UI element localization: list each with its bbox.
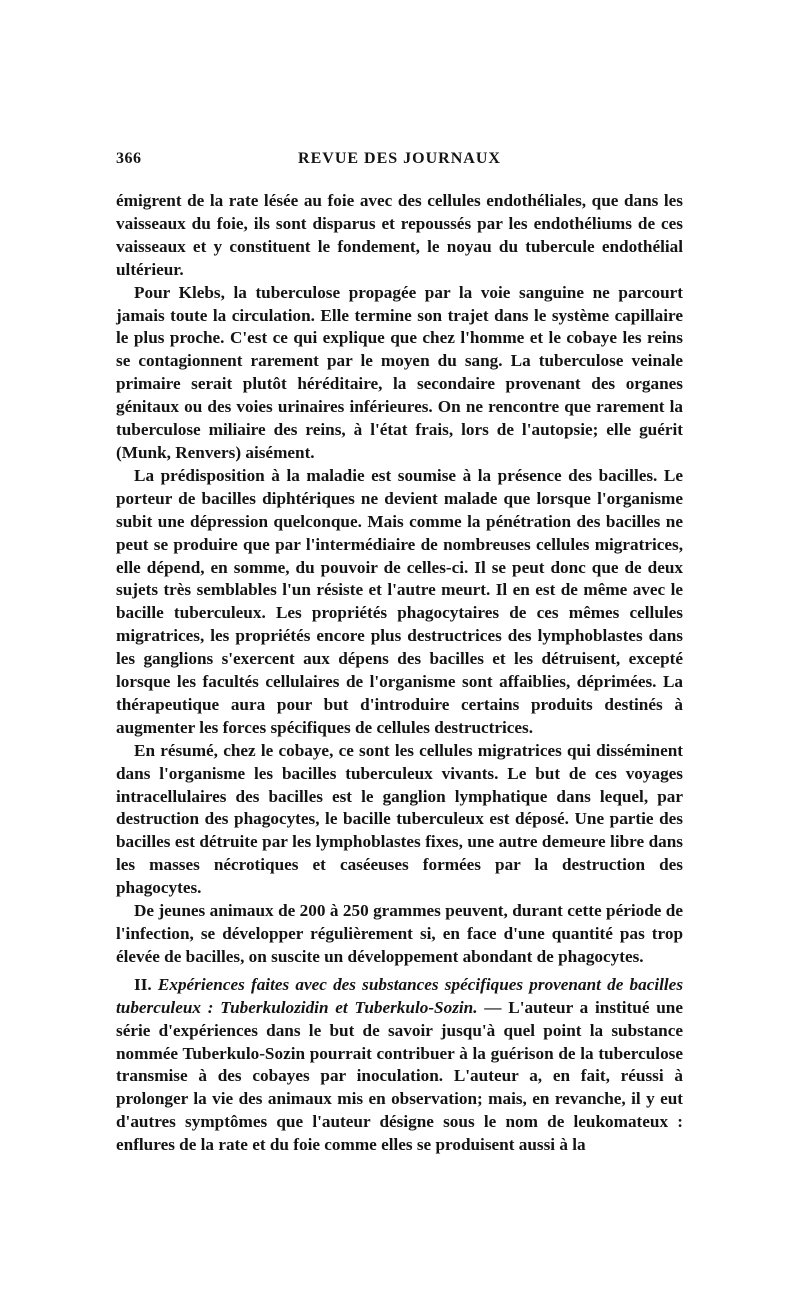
paragraph-jeunes-animaux: De jeunes animaux de 200 à 250 grammes peuvent, durant cette période de l'infection, se développer régulièrement si, en face d'une quantité pas trop élevée de bacilles, on suscite un développement abondant de phagocytes. <box>116 901 683 966</box>
paragraph-continuation: émigrent de la rate lésée au foie avec des cellules endothéliales, que dans les vaisseaux du foie, ils sont disparus et repoussés par les endothéliums de ces vaisseaux et y constituent le fondement, le noyau du tubercule endothélial ultérieur. <box>116 191 683 279</box>
paragraph-predisposition: La prédisposition à la maladie est soumise à la présence des bacilles. Le porteur de bacilles diphtériques ne devient malade que lorsque l'organisme subit une dépression quelconque. Mais comme la pénétration des bacilles ne peut se produire que par l'intermédiaire de nombreuses cellules migratrices, elle dépend, en somme, du pouvoir de celles-ci. Il se peut donc que de deux sujets très semblables l'un résiste et l'autre meurt. Il en est de même avec le bacille tuberculeux. Les propriétés phagocytaires de ces mêmes cellules migratrices, les propriétés encore plus destructrices des lymphoblastes dans les ganglions s'exercent aux dépens des bacilles et les détruisent, excepté lorsque les facultés cellulaires de l'organisme sont affaiblies, déprimées. La thérapeutique aura pour but d'introduire certains produits destinés à augmenter les forces spécifiques de cellules destructrices. <box>116 465 683 737</box>
section-title: Expériences faites avec des substances spécifiques provenant de bacilles tuberculeux : Tuberkulozidin et Tuberkulo-Sozin. <box>116 974 684 1017</box>
section-number: II. <box>134 974 152 994</box>
section-text: — L'auteur a institué une série d'expériences dans le but de savoir jusqu'à quel point la substance nommée Tuberkulo-Sozin pourrait contribuer à la guérison de la tuberculose transmise à des cobayes par inoculation. L'auteur a, en fait, réussi à prolonger la vie des animaux mis en observation; mais, en revanche, il y eut d'autres symptômes que l'auteur désigne sous le nom de leukomateux : enflures de la rate et du foie comme elles se produisent aussi à la <box>116 997 683 1155</box>
paragraph-klebs: Pour Klebs, la tuberculose propagée par la voie sanguine ne parcourt jamais toute la circulation. Elle termine son trajet dans le système capillaire le plus proche. C'est ce qui explique que chez l'homme et le cobaye les reins se contagionnent rarement par le moyen du sang. La tuberculose veinale primaire serait plutôt héréditaire, la secondaire provenant des organes génitaux ou des voies urinaires inférieures. On ne rencontre que rarement la tuberculose miliaire des reins, à l'état frais, lors de l'autopsie; elle guérit (Munk, Renvers) aisément. <box>116 282 683 462</box>
section-ii <box>116 974 683 1157</box>
journal-page <box>116 150 683 1157</box>
paragraph-resume: En résumé, chez le cobaye, ce sont les cellules migratrices qui disséminent dans l'organisme les bacilles tuberculeux vivants. Le but de ces voyages intracellulaires des bacilles est le ganglion lymphatique dans lequel, par destruction des phagocytes, le bacille tuberculeux est déposé. Une partie des bacilles est détruite par les lymphoblastes fixes, une autre demeure libre dans les masses nécrotiques et caséeuses formées par la destruction des phagocytes. <box>116 740 683 898</box>
page-number: 366 <box>116 150 142 167</box>
running-title: REVUE DES JOURNAUX <box>298 150 501 167</box>
article-body <box>116 190 683 1157</box>
page-header <box>116 150 683 176</box>
